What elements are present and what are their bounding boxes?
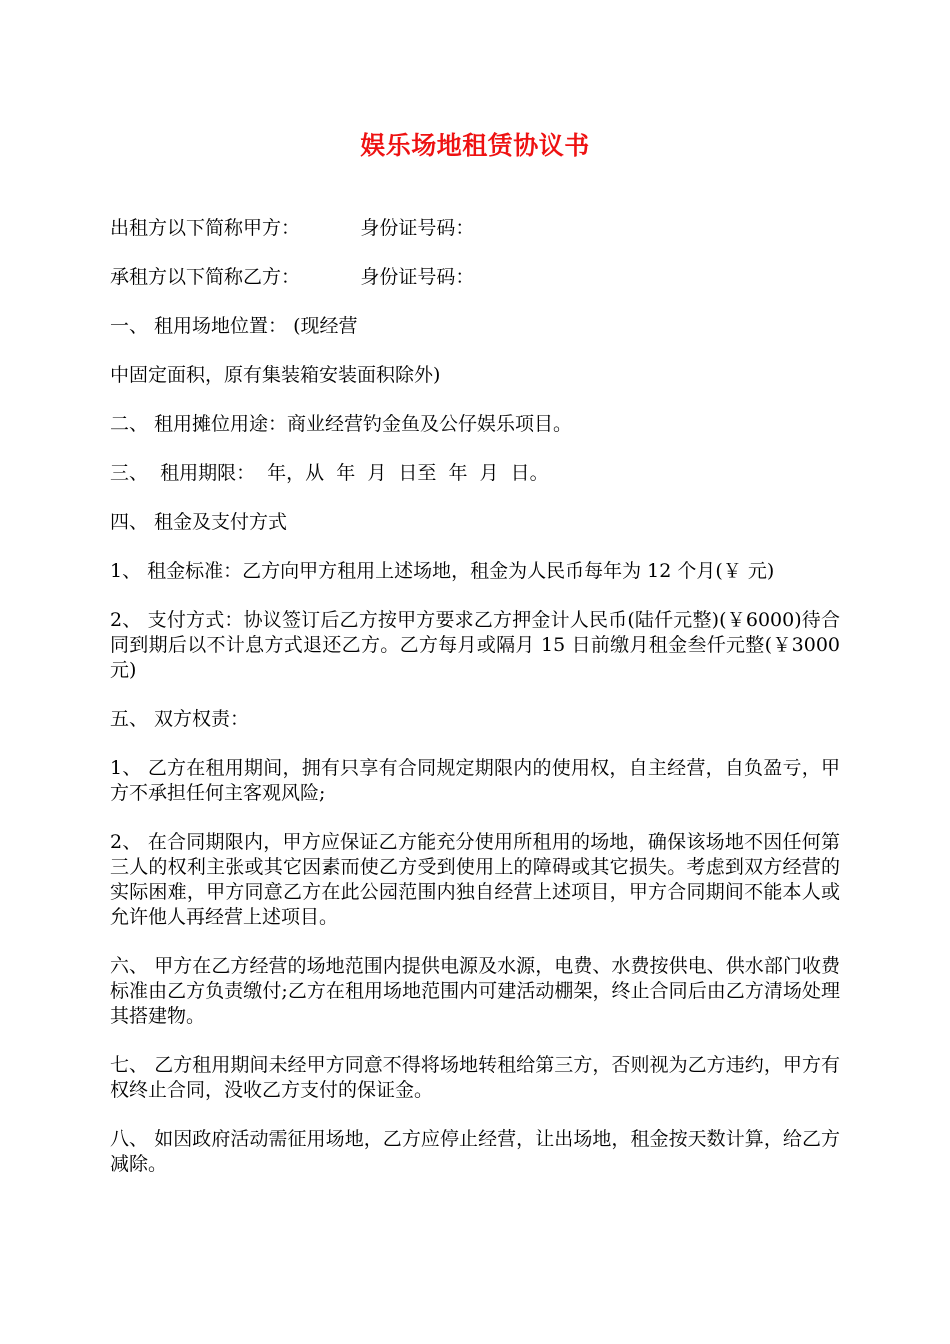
clause-5-1-usage-right: 1、 乙方在租用期间，拥有只享有合同规定期限内的使用权，自主经营，自负盈亏，甲方不承担任何主客观风险; xyxy=(110,757,840,804)
lessor-line: 出租方以下简称甲方： 身份证号码： xyxy=(110,217,475,239)
clause-4-rent-heading: 四、 租金及支付方式 xyxy=(110,511,288,533)
clause-7-sublease: 七、 乙方租用期间未经甲方同意不得将场地转租给第三方，否则视为乙方违约，甲方有权终止合同，没收乙方支付的保证金。 xyxy=(110,1054,840,1101)
document-title: 娱乐场地租赁协议书 xyxy=(360,131,590,160)
clause-4-1-rent-standard: 1、 租金标准：乙方向甲方租用上述场地，租金为人民币每年为 12 个月(￥ 元) xyxy=(110,560,775,582)
clause-3-term: 三、 租用期限： 年，从 年 月 日至 年 月 日。 xyxy=(110,462,549,484)
clause-6-utilities: 六、 甲方在乙方经营的场地范围内提供电源及水源，电费、水费按供电、供水部门收费标准由乙方负责缴付;乙方在租用场地范围内可建活动棚架，终止合同后由乙方清场处理其搭建物。 xyxy=(110,955,840,1027)
lessee-line: 承租方以下简称乙方： 身份证号码： xyxy=(110,266,475,288)
clause-2-purpose: 二、 租用摊位用途：商业经营钓金鱼及公仔娱乐项目。 xyxy=(110,413,573,435)
clause-1-location: 一、 租用场地位置： (现经营 xyxy=(110,315,358,337)
clause-4-2-payment: 2、 支付方式：协议签订后乙方按甲方要求乙方押金计人民币(陆仟元整)(￥6000)待合同到期后以不计息方式退还乙方。乙方每月或隔月 15 日前缴月租金叁仟元整(￥3000 元) xyxy=(110,609,840,681)
clause-8-government-use: 八、 如因政府活动需征用场地，乙方应停止经营，让出场地，租金按天数计算，给乙方减除。 xyxy=(110,1128,840,1175)
clause-5-2-guarantee: 2、 在合同期限内，甲方应保证乙方能充分使用所租用的场地，确保该场地不因任何第三人的权利主张或其它因素而使乙方受到使用上的障碍或其它损失。考虑到双方经营的实际困难，甲方同意乙方在此公园范围内独自经营上述项目，甲方合同期间不能本人或允许他人再经营上述项目。 xyxy=(110,831,840,928)
clause-5-rights-heading: 五、 双方权责： xyxy=(110,708,250,730)
clause-1-location-continued: 中固定面积，原有集装箱安装面积除外) xyxy=(110,364,441,386)
document-body xyxy=(110,216,840,1201)
